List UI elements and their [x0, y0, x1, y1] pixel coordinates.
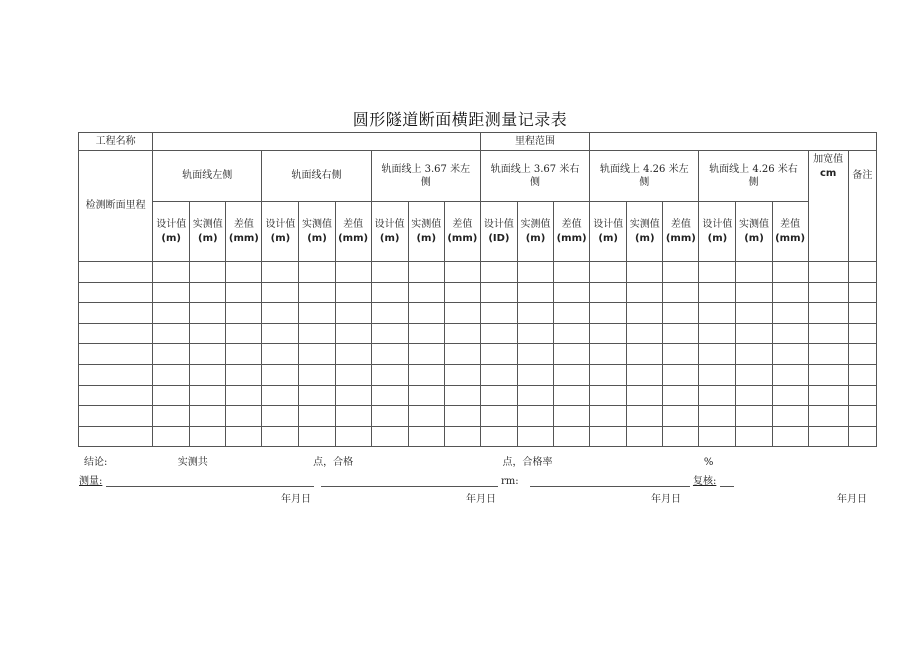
data-cell[interactable]	[79, 426, 153, 447]
data-cell[interactable]	[226, 364, 262, 385]
subheader-g4-measured-value: 实测值 (m)	[517, 202, 553, 262]
data-cell[interactable]	[371, 282, 408, 303]
data-cell[interactable]	[190, 262, 226, 283]
data-cell[interactable]	[627, 385, 663, 406]
data-cell[interactable]	[808, 406, 848, 427]
data-cell[interactable]	[79, 303, 153, 324]
data-cell[interactable]	[190, 282, 226, 303]
data-cell[interactable]	[226, 323, 262, 344]
project-row	[79, 133, 877, 151]
data-cell[interactable]	[190, 385, 226, 406]
data-cell[interactable]	[772, 282, 808, 303]
data-cell[interactable]	[663, 344, 699, 365]
data-cell[interactable]	[772, 262, 808, 283]
data-cell[interactable]	[627, 426, 663, 447]
data-cell[interactable]	[262, 426, 299, 447]
data-cell[interactable]	[371, 303, 408, 324]
page-title: 圆形隧道断面横距测量记录表	[352, 110, 568, 129]
group-left-of-rail: 轨面线左侧	[153, 151, 262, 202]
rm-label: rm:	[500, 476, 519, 487]
data-cell[interactable]	[408, 364, 444, 385]
subheader-g2-difference: 差值 (mm)	[335, 202, 371, 262]
review-label: 复核:	[692, 476, 717, 487]
data-cell[interactable]	[627, 323, 663, 344]
mileage-range-label: 里程范围	[480, 133, 589, 151]
data-cell[interactable]	[153, 344, 190, 365]
data-cell[interactable]	[517, 323, 553, 344]
data-cell[interactable]	[772, 426, 808, 447]
data-cell[interactable]	[848, 426, 876, 447]
data-cell[interactable]	[444, 385, 480, 406]
subheader-g6-design-value: 设计值 (m)	[699, 202, 736, 262]
data-cell[interactable]	[699, 426, 736, 447]
data-cell[interactable]	[299, 385, 335, 406]
data-cell[interactable]	[371, 344, 408, 365]
data-cell[interactable]	[444, 426, 480, 447]
subheader-g6-measured-value: 实测值 (m)	[736, 202, 772, 262]
data-cell[interactable]	[299, 323, 335, 344]
data-cell[interactable]	[480, 303, 517, 324]
data-cell[interactable]	[444, 323, 480, 344]
measured-total-label: 实测共	[177, 457, 208, 468]
measure-signature-field-2[interactable]	[321, 476, 498, 487]
data-cell[interactable]	[79, 344, 153, 365]
data-cell[interactable]	[371, 262, 408, 283]
data-cell[interactable]	[299, 262, 335, 283]
data-cell[interactable]	[663, 385, 699, 406]
data-cell[interactable]	[517, 385, 553, 406]
data-cell[interactable]	[153, 282, 190, 303]
subheader-g4-difference: 差值 (mm)	[554, 202, 590, 262]
group-367-right: 轨面线上 3.67 米右 侧	[480, 151, 589, 202]
group-426-right: 轨面线上 4.26 米右 侧	[699, 151, 808, 202]
data-cell[interactable]	[663, 282, 699, 303]
data-cell[interactable]	[699, 282, 736, 303]
data-cell[interactable]	[517, 303, 553, 324]
data-cell[interactable]	[262, 262, 299, 283]
subheader-g4-design-value: 设计值 (ID)	[480, 202, 517, 262]
subheader-g1-measured-value: 实测值 (m)	[190, 202, 226, 262]
data-cell[interactable]	[153, 262, 190, 283]
data-cell[interactable]	[663, 364, 699, 385]
data-cell[interactable]	[772, 364, 808, 385]
data-cell[interactable]	[299, 426, 335, 447]
data-cell[interactable]	[444, 262, 480, 283]
rm-signature-field[interactable]	[530, 476, 690, 487]
data-cell[interactable]	[554, 406, 590, 427]
data-cell[interactable]	[517, 426, 553, 447]
data-cell[interactable]	[699, 323, 736, 344]
data-cell[interactable]	[226, 385, 262, 406]
data-cell[interactable]	[699, 364, 736, 385]
data-cell[interactable]	[663, 426, 699, 447]
table-row	[79, 426, 877, 447]
data-cell[interactable]	[226, 406, 262, 427]
data-cell[interactable]	[226, 282, 262, 303]
data-cell[interactable]	[736, 406, 772, 427]
data-cell[interactable]	[444, 364, 480, 385]
data-cell[interactable]	[335, 323, 371, 344]
data-cell[interactable]	[517, 344, 553, 365]
date-1: 年月日	[281, 494, 311, 505]
data-cell[interactable]	[663, 406, 699, 427]
subheader-g5-difference: 差值 (mm)	[663, 202, 699, 262]
data-cell[interactable]	[808, 426, 848, 447]
data-cell[interactable]	[262, 323, 299, 344]
data-cell[interactable]	[590, 282, 627, 303]
data-cell[interactable]	[408, 262, 444, 283]
data-cell[interactable]	[299, 282, 335, 303]
subheader-g6-difference: 差值 (mm)	[772, 202, 808, 262]
table-row	[79, 344, 877, 365]
data-cell[interactable]	[517, 406, 553, 427]
points-pass-label: 点，合格	[313, 457, 354, 468]
data-cell[interactable]	[408, 344, 444, 365]
data-cell[interactable]	[808, 364, 848, 385]
subheader-g5-design-value: 设计值 (m)	[590, 202, 627, 262]
data-cell[interactable]	[627, 262, 663, 283]
data-cell[interactable]	[480, 282, 517, 303]
data-cell[interactable]	[480, 406, 517, 427]
data-cell[interactable]	[299, 344, 335, 365]
data-cell[interactable]	[262, 303, 299, 324]
project-name-value[interactable]	[153, 133, 481, 151]
data-cell[interactable]	[554, 426, 590, 447]
conclusion-label: 结论:	[84, 457, 108, 468]
data-cell[interactable]	[627, 282, 663, 303]
data-cell[interactable]	[480, 344, 517, 365]
data-cell[interactable]	[699, 385, 736, 406]
project-name-label: 工程名称	[79, 133, 153, 151]
data-cell[interactable]	[335, 282, 371, 303]
data-cell[interactable]	[190, 364, 226, 385]
data-cell[interactable]	[736, 385, 772, 406]
subheader-g1-design-value: 设计值 (m)	[153, 202, 190, 262]
data-cell[interactable]	[408, 385, 444, 406]
data-cell[interactable]	[808, 385, 848, 406]
data-cell[interactable]	[480, 426, 517, 447]
subheader-g2-design-value: 设计值 (m)	[262, 202, 299, 262]
data-cell[interactable]	[627, 344, 663, 365]
table-row	[79, 385, 877, 406]
section-mileage-label: 检测断面里程	[79, 151, 153, 262]
data-cell[interactable]	[517, 364, 553, 385]
data-cell[interactable]	[627, 406, 663, 427]
data-cell[interactable]	[554, 344, 590, 365]
data-cell[interactable]	[335, 303, 371, 324]
data-cell[interactable]	[153, 426, 190, 447]
data-cell[interactable]	[262, 385, 299, 406]
data-cell[interactable]	[554, 282, 590, 303]
data-cell[interactable]	[590, 262, 627, 283]
data-cell[interactable]	[663, 323, 699, 344]
conclusion-line	[84, 453, 713, 468]
data-cell[interactable]	[190, 303, 226, 324]
data-cell[interactable]	[226, 262, 262, 283]
subheader-g3-measured-value: 实测值 (m)	[408, 202, 444, 262]
data-cell[interactable]	[335, 344, 371, 365]
data-cell[interactable]	[848, 303, 876, 324]
data-cell[interactable]	[663, 262, 699, 283]
data-cell[interactable]	[772, 385, 808, 406]
subheader-g5-measured-value: 实测值 (m)	[627, 202, 663, 262]
group-367-left: 轨面线上 3.67 米左 侧	[371, 151, 480, 202]
data-cell[interactable]	[480, 385, 517, 406]
data-cell[interactable]	[808, 323, 848, 344]
remarks-header: 备注	[848, 151, 876, 262]
table-row	[79, 364, 877, 385]
table-row	[79, 282, 877, 303]
subheader-g3-design-value: 设计值 (m)	[371, 202, 408, 262]
data-cell[interactable]	[79, 385, 153, 406]
data-cell[interactable]	[736, 426, 772, 447]
subheader-g3-difference: 差值 (mm)	[444, 202, 480, 262]
measure-signature-field[interactable]	[106, 476, 314, 487]
data-cell[interactable]	[408, 282, 444, 303]
data-cell[interactable]	[226, 344, 262, 365]
data-cell[interactable]	[226, 303, 262, 324]
data-cell[interactable]	[79, 262, 153, 283]
data-cell[interactable]	[772, 344, 808, 365]
points-pass-rate-label: 点，合格率	[502, 457, 553, 468]
data-cell[interactable]	[444, 344, 480, 365]
data-cell[interactable]	[299, 303, 335, 324]
data-cell[interactable]	[736, 282, 772, 303]
data-cell[interactable]	[554, 262, 590, 283]
data-cell[interactable]	[590, 364, 627, 385]
data-cell[interactable]	[848, 323, 876, 344]
group-426-left: 轨面线上 4.26 米左 侧	[590, 151, 699, 202]
subheader-row	[79, 202, 877, 262]
data-cell[interactable]	[772, 323, 808, 344]
date-4: 年月日	[837, 494, 867, 505]
data-cell[interactable]	[262, 364, 299, 385]
data-cell[interactable]	[736, 364, 772, 385]
data-cell[interactable]	[299, 406, 335, 427]
data-cell[interactable]	[808, 303, 848, 324]
data-cell[interactable]	[848, 364, 876, 385]
data-cell[interactable]	[371, 364, 408, 385]
data-cell[interactable]	[262, 344, 299, 365]
date-2: 年月日	[466, 494, 496, 505]
data-cell[interactable]	[772, 303, 808, 324]
data-cell[interactable]	[554, 385, 590, 406]
data-cell[interactable]	[590, 426, 627, 447]
subheader-g1-difference: 差值 (mm)	[226, 202, 262, 262]
data-cell[interactable]	[808, 262, 848, 283]
data-cell[interactable]	[408, 406, 444, 427]
data-cell[interactable]	[772, 406, 808, 427]
data-cell[interactable]	[663, 303, 699, 324]
data-cell[interactable]	[153, 385, 190, 406]
data-cell[interactable]	[848, 262, 876, 283]
data-cell[interactable]	[371, 323, 408, 344]
data-cell[interactable]	[153, 364, 190, 385]
signature-line	[79, 472, 734, 487]
data-cell[interactable]	[190, 323, 226, 344]
measurement-table	[78, 132, 877, 447]
data-cell[interactable]	[699, 303, 736, 324]
data-cell[interactable]	[848, 406, 876, 427]
data-cell[interactable]	[736, 303, 772, 324]
data-cell[interactable]	[190, 406, 226, 427]
data-cell[interactable]	[736, 344, 772, 365]
percent-sign: %	[703, 457, 714, 468]
data-cell[interactable]	[153, 323, 190, 344]
data-cell[interactable]	[590, 344, 627, 365]
data-cell[interactable]	[736, 323, 772, 344]
data-cell[interactable]	[736, 262, 772, 283]
data-cell[interactable]	[444, 282, 480, 303]
data-cell[interactable]	[408, 303, 444, 324]
widening-header: 加宽值 cm	[808, 151, 848, 262]
data-cell[interactable]	[79, 323, 153, 344]
data-cell[interactable]	[408, 426, 444, 447]
data-cell[interactable]	[480, 364, 517, 385]
data-cell[interactable]	[408, 323, 444, 344]
data-cell[interactable]	[848, 385, 876, 406]
group-right-of-rail: 轨面线右侧	[262, 151, 371, 202]
table-row	[79, 406, 877, 427]
data-cell[interactable]	[517, 282, 553, 303]
data-cell[interactable]	[480, 262, 517, 283]
table-row	[79, 262, 877, 283]
data-cell[interactable]	[480, 323, 517, 344]
data-cell[interactable]	[627, 303, 663, 324]
data-cell[interactable]	[517, 262, 553, 283]
data-cell[interactable]	[590, 323, 627, 344]
data-cell[interactable]	[848, 282, 876, 303]
data-cell[interactable]	[335, 364, 371, 385]
date-3: 年月日	[651, 494, 681, 505]
mileage-range-value[interactable]	[590, 133, 877, 151]
data-cell[interactable]	[79, 364, 153, 385]
data-cell[interactable]	[699, 406, 736, 427]
data-cell[interactable]	[699, 262, 736, 283]
data-cell[interactable]	[444, 406, 480, 427]
table-row	[79, 303, 877, 324]
data-cell[interactable]	[262, 406, 299, 427]
data-cell[interactable]	[335, 406, 371, 427]
data-cell[interactable]	[848, 344, 876, 365]
data-cell[interactable]	[808, 344, 848, 365]
data-cell[interactable]	[444, 303, 480, 324]
data-cell[interactable]	[590, 303, 627, 324]
data-cell[interactable]	[699, 344, 736, 365]
data-cell[interactable]	[371, 406, 408, 427]
data-cell[interactable]	[190, 426, 226, 447]
data-cell[interactable]	[79, 406, 153, 427]
data-cell[interactable]	[627, 364, 663, 385]
data-cell[interactable]	[590, 385, 627, 406]
data-cell[interactable]	[335, 262, 371, 283]
data-cell[interactable]	[79, 282, 153, 303]
data-cell[interactable]	[371, 426, 408, 447]
data-cell[interactable]	[153, 303, 190, 324]
data-cell[interactable]	[554, 303, 590, 324]
review-signature-field[interactable]	[720, 476, 734, 487]
data-cell[interactable]	[554, 323, 590, 344]
data-cell[interactable]	[153, 406, 190, 427]
group-header-row	[79, 151, 877, 202]
data-cell[interactable]	[590, 406, 627, 427]
measure-label: 测量:	[79, 476, 103, 487]
data-cell[interactable]	[808, 282, 848, 303]
data-cell[interactable]	[371, 385, 408, 406]
data-cell[interactable]	[226, 426, 262, 447]
data-cell[interactable]	[190, 344, 226, 365]
data-cell[interactable]	[335, 385, 371, 406]
data-cell[interactable]	[335, 426, 371, 447]
data-cell[interactable]	[262, 282, 299, 303]
table-row	[79, 323, 877, 344]
data-cell[interactable]	[299, 364, 335, 385]
data-cell[interactable]	[554, 364, 590, 385]
subheader-g2-measured-value: 实测值 (m)	[299, 202, 335, 262]
